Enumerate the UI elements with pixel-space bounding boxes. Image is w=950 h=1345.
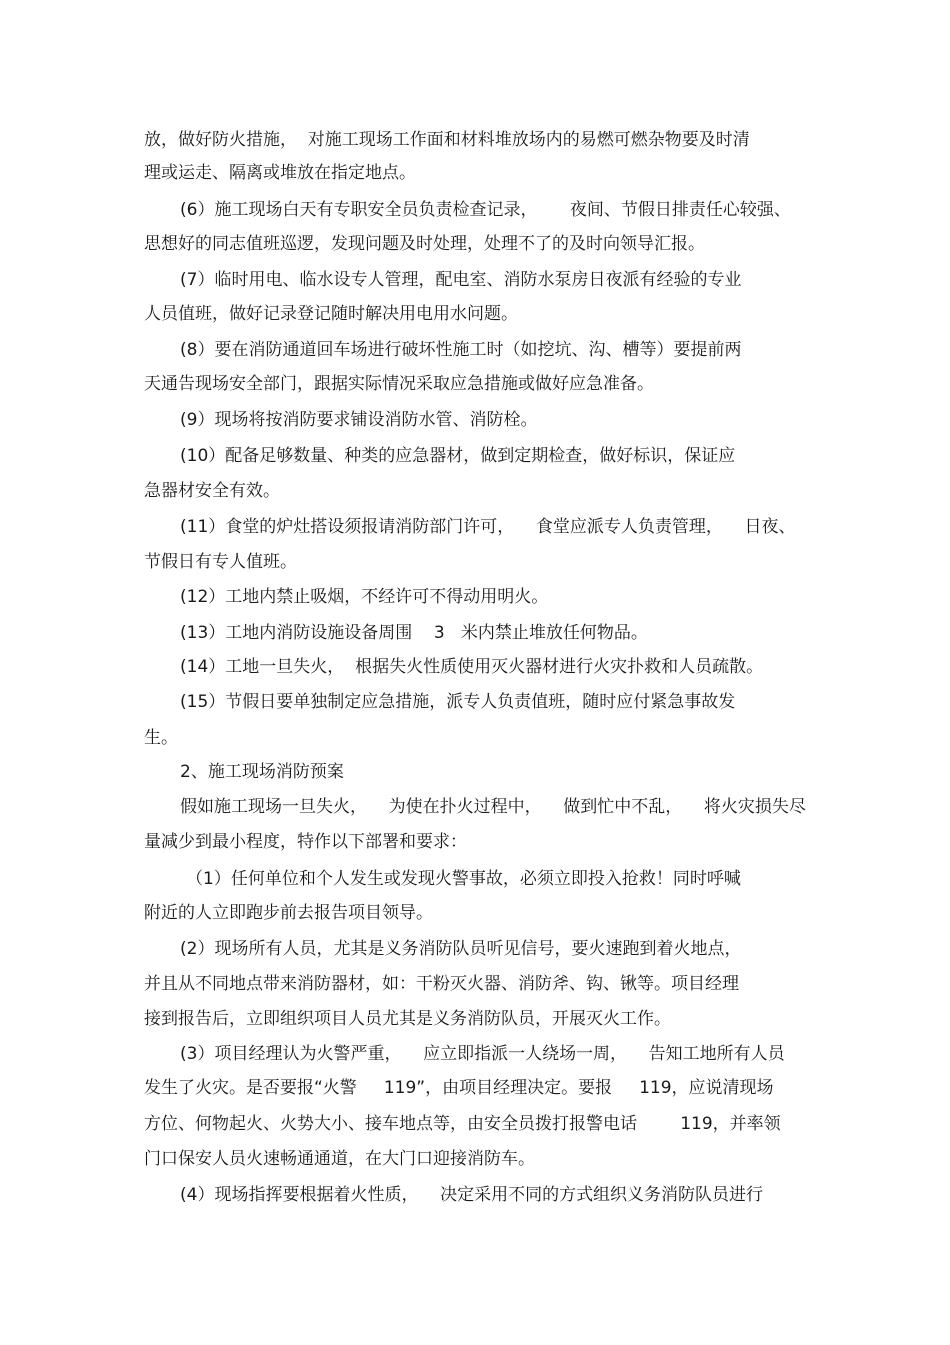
text-line: 生。 xyxy=(144,728,178,748)
text-line: （1）任何单位和个人发生或发现火警事故，必须立即投入抢救！同时呼喊 xyxy=(186,869,741,889)
text-line: 急器材安全有效。 xyxy=(144,481,280,501)
text-line: 人员值班，做好记录登记随时解决用电用水问题。 xyxy=(144,304,518,324)
text-line: (2）现场所有人员，尤其是义务消防队员听见信号，要火速跑到着火地点， xyxy=(180,939,742,959)
text-line: 门口保安人员火速畅通通道，在大门口迎接消防车。 xyxy=(144,1149,535,1169)
text-line: 方位、何物起火、火势大小、接车地点等，由安全员拨打报警电话 119，并率领 xyxy=(144,1114,781,1134)
text-line: (13）工地内消防设施设备周围 3 米内禁止堆放任何物品。 xyxy=(180,623,648,643)
text-line: 发生了火灾。是否要报“火警 119”，由项目经理决定。要报 119，应说清现场 xyxy=(144,1078,774,1098)
text-line: (12）工地内禁止吸烟，不经许可不得动用明火。 xyxy=(180,587,549,607)
text-line: (14）工地一旦失火， 根据失火性质使用灭火器材进行火灾扑救和人员疏散。 xyxy=(180,657,764,677)
text-line: 并且从不同地点带来消防器材，如：干粉灭火器、消防斧、钩、锹等。项目经理 xyxy=(144,974,739,994)
text-line: 思想好的同志值班巡逻，发现问题及时处理，处理不了的及时向领导汇报。 xyxy=(144,234,705,254)
text-line: 天通告现场安全部门，跟据实际情况采取应急措施或做好应急准备。 xyxy=(144,374,654,394)
text-line: (6）施工现场白天有专职安全员负责检查记录， 夜间、节假日排责任心较强、 xyxy=(180,200,791,220)
text-line: (4）现场指挥要根据着火性质， 决定采用不同的方式组织义务消防队员进行 xyxy=(180,1185,764,1205)
text-line: (3）项目经理认为火警严重， 应立即指派一人绕场一周， 告知工地所有人员 xyxy=(180,1044,785,1064)
text-line: (8）要在消防通道回车场进行破坏性施工时（如挖坑、沟、槽等）要提前两 xyxy=(180,340,742,360)
section-heading: 2、施工现场消防预案 xyxy=(180,762,344,782)
text-line: (15）节假日要单独制定应急措施，派专人负责值班，随时应付紧急事故发 xyxy=(180,692,736,712)
text-line: (9）现场将按消防要求铺设消防水管、消防栓。 xyxy=(180,410,538,430)
text-line: 接到报告后，立即组织项目人员尤其是义务消防队员，开展灭火工作。 xyxy=(144,1009,671,1029)
text-line: 假如施工现场一旦失火， 为使在扑火过程中， 做到忙中不乱， 将火灾损失尽 xyxy=(180,797,806,817)
text-line: 理或运走、隔离或堆放在指定地点。 xyxy=(144,163,416,183)
text-line: 量减少到最小程度，特作以下部署和要求： xyxy=(144,832,467,852)
text-line: (7）临时用电、临水设专人管理，配电室、消防水泵房日夜派有经验的专业 xyxy=(180,270,742,290)
text-line: 放，做好防火措施， 对施工现场工作面和材料堆放场内的易燃可燃杂物要及时清 xyxy=(144,130,750,150)
text-line: (11）食堂的炉灶搭设须报请消防部门许可， 食堂应派专人负责管理， 日夜、 xyxy=(180,517,796,537)
text-line: 附近的人立即跑步前去报告项目领导。 xyxy=(144,903,433,923)
text-line: 节假日有专人值班。 xyxy=(144,552,297,572)
text-line: (10）配备足够数量、种类的应急器材，做到定期检查，做好标识，保证应 xyxy=(180,446,736,466)
